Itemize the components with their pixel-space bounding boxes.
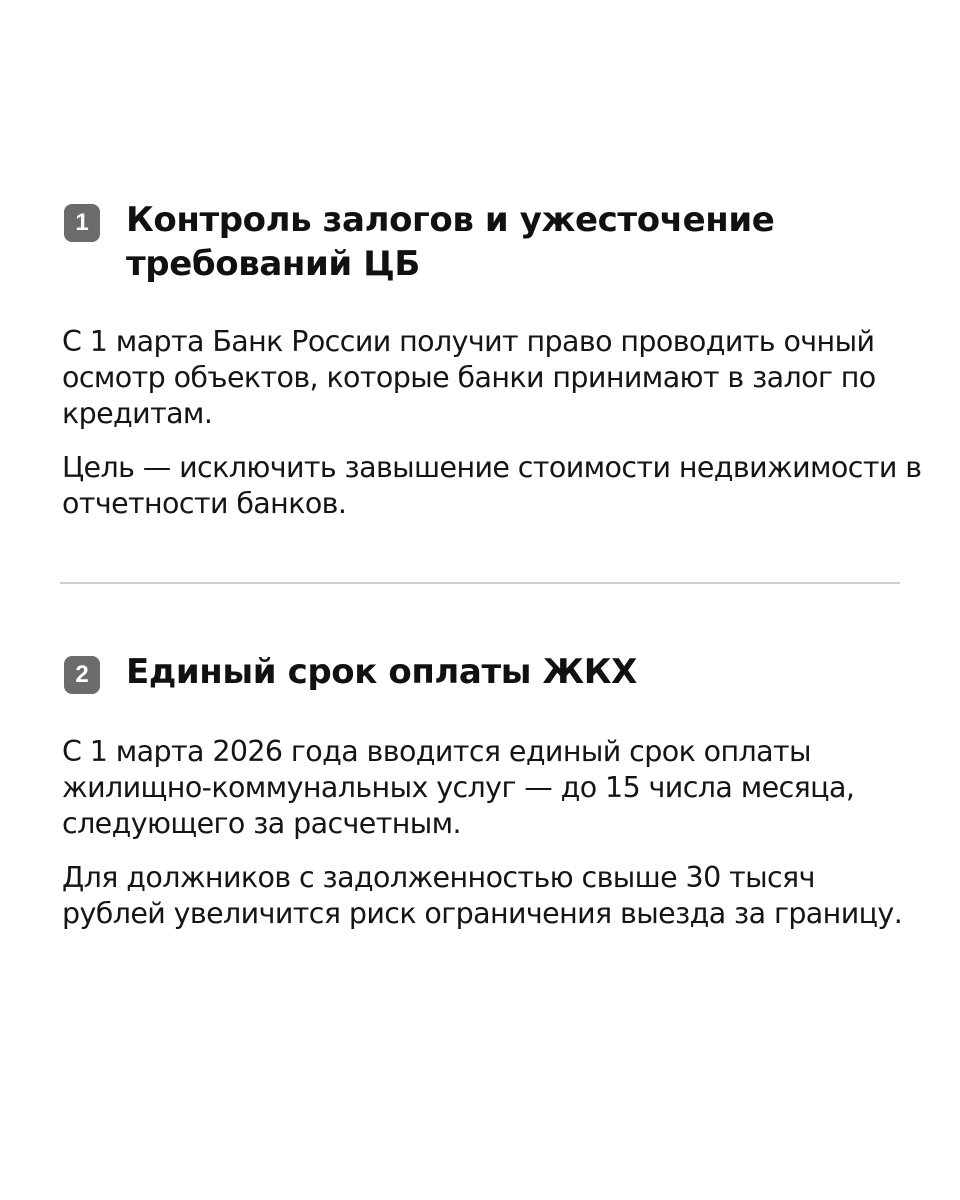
section-utilities-payment [0, 650, 960, 932]
section-paragraph: Для должников с задолженностью свыше 30 тысяч рублей увеличится риск ограничения выезда за границу. [62, 861, 903, 930]
section-divider [60, 582, 900, 584]
number-badge: 2 [64, 656, 100, 694]
section-heading-row [0, 198, 960, 286]
section-heading: Единый срок оплаты ЖКХ [126, 652, 637, 692]
section-collateral-control [0, 198, 960, 522]
section-heading-row [0, 650, 960, 694]
section-paragraph: С 1 марта 2026 года вводится единый срок оплаты жилищно-коммунальных услуг — до 15 числа месяца, следующего за расчетным. [62, 735, 855, 840]
section-paragraph: Цель — исключить завышение стоимости недвижимости в отчетности банков. [62, 451, 922, 520]
section-paragraph: С 1 марта Банк России получит право проводить очный осмотр объектов, которые банки принимают в залог по кредитам. [62, 325, 876, 430]
number-badge: 1 [64, 204, 100, 242]
section-heading: Контроль залогов и ужесточение требований ЦБ [126, 200, 775, 284]
